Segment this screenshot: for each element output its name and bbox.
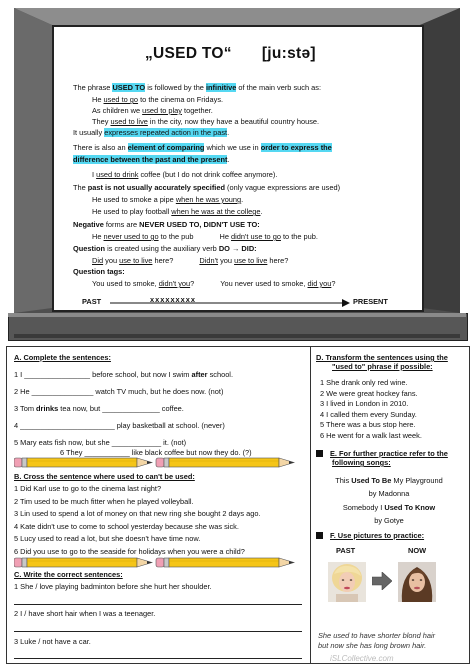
bold-text: Negative bbox=[73, 220, 104, 229]
text-run: 4 _______________________ play basketball at school. (never) bbox=[14, 421, 225, 430]
board-line bbox=[92, 195, 243, 205]
section-d-item: 1 She drank only red wine. bbox=[320, 378, 408, 387]
column-divider bbox=[310, 346, 311, 663]
pencil-divider-b bbox=[14, 555, 314, 571]
section-b-item[interactable]: 4 Kate didn't use to come to school yesterday because she was sick. bbox=[14, 521, 239, 531]
now-label: NOW bbox=[408, 546, 427, 555]
section-c-item: 2 I / have short hair when I was a teenager. bbox=[14, 609, 156, 618]
timeline-marks: xxxxxxxxx bbox=[150, 295, 196, 304]
board-ledge-highlight bbox=[8, 313, 466, 317]
section-b-item[interactable]: 6 Did you use to go to the seaside for holidays when you were a child? bbox=[14, 546, 245, 556]
title-phonetic: [ju:stə] bbox=[261, 45, 316, 62]
section-f-heading bbox=[330, 531, 424, 540]
underlined-text: did you bbox=[307, 279, 332, 288]
board-line bbox=[73, 244, 257, 254]
text-run: school. bbox=[207, 370, 234, 379]
highlighted-text: element of comparing bbox=[127, 143, 205, 152]
text-run: (only vague expressions are used) bbox=[225, 183, 341, 192]
text-run: of the main verb such as: bbox=[236, 83, 321, 92]
underlined-text: use to live bbox=[119, 256, 153, 265]
section-c-item: 1 She / love playing badminton before she hurt her shoulder. bbox=[14, 582, 212, 591]
section-b-heading-text: B. Cross the sentence where used to can't be used: bbox=[14, 472, 195, 481]
board-title bbox=[145, 45, 316, 63]
pencil-icon bbox=[156, 558, 294, 567]
song-2-artist: by Gotye bbox=[374, 516, 404, 525]
watermark-text: iSLCollective.com bbox=[330, 654, 394, 663]
board-line bbox=[73, 143, 332, 153]
section-b-item[interactable]: 1 Did Karl use to go to the cinema last night? bbox=[14, 484, 162, 493]
text-run: in the city, now they have a beautiful country house. bbox=[147, 117, 320, 126]
highlighted-text: infinitive bbox=[205, 83, 237, 92]
highlighted-text: USED TO bbox=[112, 83, 146, 92]
bold-text: past is not usually accurately specified bbox=[87, 183, 225, 192]
underlined-text: when he was young bbox=[175, 195, 242, 204]
bold-text: after bbox=[191, 370, 208, 379]
section-b-item[interactable]: 5 Lucy used to read a lot, but she doesn't have time now. bbox=[14, 534, 201, 543]
text-run: here? bbox=[152, 256, 174, 265]
text-run: 3 Tom bbox=[14, 404, 37, 413]
text-run: . bbox=[260, 207, 263, 216]
text-run: They bbox=[92, 117, 111, 126]
section-e-heading-line2: following songs: bbox=[332, 458, 391, 467]
section-a-item bbox=[14, 438, 186, 447]
highlighted-text: expresses repeated action in the past bbox=[104, 128, 228, 137]
underlined-text: didn't use to go bbox=[231, 232, 281, 241]
underlined-text: didn't you bbox=[158, 279, 191, 288]
song-1-bold: Used To Be bbox=[351, 476, 392, 485]
board-line bbox=[92, 95, 223, 105]
text-run: forms are bbox=[103, 220, 140, 229]
section-a-heading-text: A. Complete the sentences: bbox=[14, 353, 111, 362]
text-run: to the pub. bbox=[280, 232, 318, 241]
board-line bbox=[92, 232, 318, 242]
bold-text: DID: bbox=[241, 244, 257, 253]
text-run: The bbox=[73, 183, 88, 192]
timeline-past-label: PAST bbox=[82, 297, 102, 306]
example-line-2: but now she has long brown hair. bbox=[318, 641, 427, 650]
pencil-divider-a bbox=[14, 455, 314, 471]
board-line bbox=[73, 267, 125, 277]
example-answer bbox=[318, 631, 435, 651]
text-run: He used to smoke a pipe bbox=[92, 195, 176, 204]
board-line bbox=[92, 207, 263, 217]
section-d-item: 6 He went for a walk last week. bbox=[320, 430, 422, 440]
text-run: He bbox=[92, 232, 104, 241]
text-run: . bbox=[227, 128, 230, 137]
text-run: ? bbox=[331, 279, 336, 288]
section-c-heading bbox=[14, 570, 123, 579]
text-run: ? bbox=[190, 279, 195, 288]
board-line bbox=[73, 183, 340, 193]
bold-text: NEVER USED TO, DIDN'T USE TO: bbox=[139, 220, 260, 229]
board-line bbox=[73, 155, 229, 165]
board-line bbox=[92, 256, 288, 266]
section-e-heading bbox=[330, 449, 448, 467]
underlined-text: Did bbox=[92, 256, 104, 265]
text-run: 1 I ________________ before school, but now I swim bbox=[14, 370, 192, 379]
text-run: 6 They ___________ like black coffee but now they do. (?) bbox=[60, 448, 252, 457]
board-line bbox=[73, 128, 229, 138]
arrow-right-icon bbox=[372, 572, 392, 590]
underlined-text: used to play bbox=[142, 106, 182, 115]
text-run: You used to smoke, bbox=[92, 279, 159, 288]
answer-line[interactable] bbox=[14, 658, 302, 659]
board-line bbox=[73, 220, 260, 230]
text-run: It usually bbox=[73, 128, 105, 137]
pencil-icon bbox=[14, 458, 152, 467]
text-run: He used to play football bbox=[92, 207, 172, 216]
text-run: → bbox=[229, 244, 242, 253]
now-photo-brunette-woman bbox=[398, 562, 436, 602]
text-run: There is also an bbox=[73, 143, 128, 152]
section-c-item: 3 Luke / not have a car. bbox=[14, 637, 91, 646]
board-line bbox=[92, 279, 335, 289]
highlighted-text: difference between the past and the present bbox=[73, 155, 228, 164]
bold-text: He bbox=[219, 232, 232, 241]
bold-text: Question bbox=[73, 244, 106, 253]
square-bullet-icon bbox=[316, 450, 324, 458]
section-f-heading-text: F. Use pictures to practice: bbox=[330, 531, 425, 540]
board-line bbox=[92, 170, 277, 180]
text-run: . bbox=[227, 155, 230, 164]
text-run: I bbox=[92, 170, 97, 179]
text-run: The phrase bbox=[73, 83, 113, 92]
song-1-artist: by Madonna bbox=[368, 489, 410, 498]
section-c-heading-text: C. Write the correct sentences: bbox=[14, 570, 123, 579]
text-run: is followed by the bbox=[145, 83, 206, 92]
section-d-item: 5 There was a bus stop here. bbox=[320, 420, 416, 429]
section-b-heading bbox=[14, 472, 195, 481]
pencil-icon bbox=[14, 558, 152, 567]
timeline-present-label: PRESENT bbox=[353, 297, 388, 306]
section-b-item[interactable]: 3 Lin used to spend a lot of money on that new ring she bought 2 days ago. bbox=[14, 509, 261, 518]
bold-text: DO bbox=[218, 244, 230, 253]
section-d-item: 3 I lived in London in 2010. bbox=[320, 399, 409, 408]
board-line bbox=[92, 117, 319, 127]
section-a-item bbox=[14, 387, 223, 396]
underlined-text: used to drink bbox=[96, 170, 139, 179]
title-text: „USED TO“ bbox=[145, 45, 232, 62]
song-2-pre: Somebody I bbox=[342, 503, 385, 512]
section-b-item[interactable]: 2 Tim used to be much fitter when he played volleyball. bbox=[14, 496, 194, 506]
text-run: you bbox=[103, 256, 120, 265]
section-a-item bbox=[14, 370, 233, 379]
bold-text: drinks bbox=[36, 404, 59, 413]
section-d-heading bbox=[316, 353, 448, 371]
song-2-bold: Used To Know bbox=[384, 503, 436, 512]
highlighted-text: order to express the bbox=[260, 143, 332, 152]
text-run: tea now, but ______________ coffee. bbox=[58, 404, 184, 413]
section-d-heading-line1: D. Transform the sentences using the bbox=[316, 353, 448, 362]
text-run: . bbox=[241, 195, 244, 204]
section-d-heading-line2: "used to" phrase if possible: bbox=[332, 362, 433, 371]
answer-line[interactable] bbox=[14, 631, 302, 632]
past-photo-blonde-woman bbox=[328, 562, 366, 602]
text-run: is created using the auxiliary verb bbox=[105, 244, 219, 253]
text-run: together. bbox=[181, 106, 213, 115]
song-1-pre: This bbox=[335, 476, 352, 485]
text-run: As children we bbox=[92, 106, 143, 115]
text-run: here? bbox=[267, 256, 289, 265]
text-run: coffee (but I do not drink coffee anymore). bbox=[138, 170, 278, 179]
board-line bbox=[92, 106, 213, 116]
underlined-text: when he was at the college bbox=[171, 207, 261, 216]
text-run: to the cinema on Fridays. bbox=[138, 95, 224, 104]
board-line bbox=[73, 83, 321, 93]
text-run: He bbox=[92, 95, 104, 104]
past-label: PAST bbox=[336, 546, 356, 555]
text-run: 5 Mary eats fish now, but she ____________ it. (not) bbox=[14, 438, 187, 447]
text-run: to the pub bbox=[158, 232, 194, 241]
example-line-1: She used to have shorter blond hair bbox=[318, 631, 436, 640]
section-a-heading bbox=[14, 353, 111, 362]
underlined-text: never used to go bbox=[103, 232, 159, 241]
section-a-item bbox=[14, 421, 225, 430]
answer-line[interactable] bbox=[14, 604, 302, 605]
bold-text: You never used to smoke, bbox=[220, 279, 308, 288]
section-d-item: 4 I called them every Sunday. bbox=[320, 409, 417, 419]
underlined-text: used to go bbox=[103, 95, 139, 104]
section-e-heading-line1: E. For further practice refer to the bbox=[330, 449, 448, 458]
song-1-post: My Playground bbox=[391, 476, 443, 485]
square-bullet-icon bbox=[316, 532, 324, 540]
underlined-text: Didn't bbox=[199, 256, 219, 265]
section-a-item bbox=[14, 404, 184, 413]
text-run: 2 He _______________ watch TV much, but he does now. (not) bbox=[14, 387, 224, 396]
text-run: you bbox=[218, 256, 235, 265]
song-2-title bbox=[312, 503, 466, 512]
bold-text: Question tags: bbox=[73, 267, 125, 276]
section-d-item: 2 We were great hockey fans. bbox=[320, 388, 418, 398]
underlined-text: use to live bbox=[234, 256, 268, 265]
pencil-icon bbox=[156, 458, 294, 467]
timeline-arrow bbox=[110, 298, 350, 308]
text-run: which we use in bbox=[204, 143, 261, 152]
underlined-text: used to live bbox=[110, 117, 148, 126]
board-ledge-shadow bbox=[14, 334, 460, 338]
song-1-title bbox=[312, 476, 466, 485]
